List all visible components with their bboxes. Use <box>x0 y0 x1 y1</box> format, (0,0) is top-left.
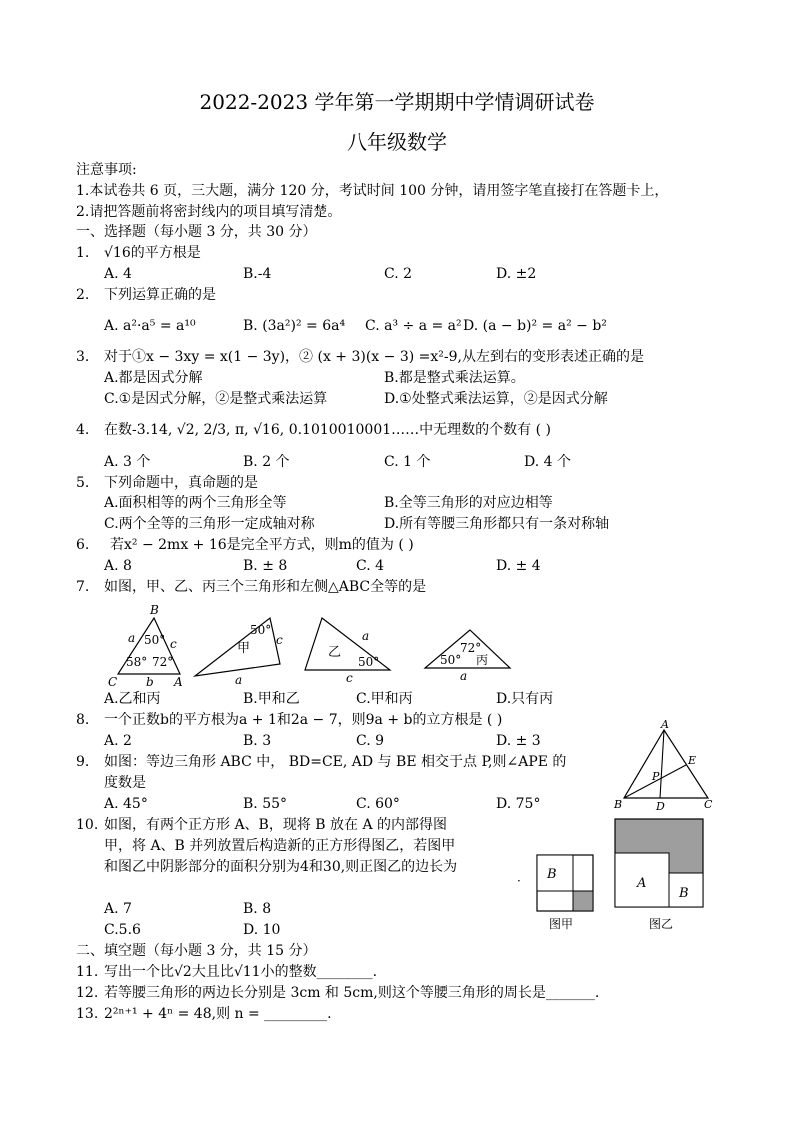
question-number: 4. <box>76 422 90 438</box>
option-d: D. 10 <box>243 922 281 938</box>
option-d: D.①处整式乘法运算，②是因式分解 <box>384 391 608 407</box>
option-c: C. 60° <box>356 796 400 812</box>
shaded-region-jia <box>573 891 593 911</box>
question-stem: 若等腰三角形的两边长分别是 3cm 和 5cm,则这个等腰三角形的周长是_______. <box>104 985 600 1001</box>
question-number: 3. <box>76 349 90 365</box>
option-a: A. 45° <box>104 796 148 812</box>
option-c: C.5.6 <box>104 922 141 938</box>
option-a: A.都是因式分解 <box>104 370 203 386</box>
label-b-yi: B <box>679 886 689 901</box>
question-stem: 下列命题中，真命题的是 <box>104 475 258 491</box>
yi-side-a: a <box>362 629 370 643</box>
label-c: C <box>108 675 118 689</box>
option-a: A. 2 <box>104 733 132 749</box>
option-d: D.只有丙 <box>496 691 554 707</box>
question-number: 11. <box>76 964 99 980</box>
angle-b: 50° <box>144 633 166 647</box>
side-c: c <box>170 637 177 651</box>
angle-c: 58° <box>126 655 148 669</box>
label-b: B <box>150 603 159 617</box>
question-stem: 写出一个比√2大且比√11小的整数________. <box>104 964 378 980</box>
question-number: 7. <box>76 579 90 595</box>
option-a: A.面积相等的两个三角形全等 <box>104 495 287 511</box>
point-b: B <box>614 798 623 811</box>
figure-dot: · <box>517 874 521 888</box>
option-d: D. 75° <box>496 796 541 812</box>
bing-angle-2: 50° <box>440 653 462 667</box>
notice-heading: 注意事项: <box>76 162 137 178</box>
question-number: 10. <box>76 817 99 833</box>
option-a: A. 4 <box>104 266 132 282</box>
notice-line-2: 2.请把答题前将密封线内的项目填写清楚。 <box>76 204 342 220</box>
option-c: C. 2 <box>384 266 413 282</box>
option-c: C. 1 个 <box>384 454 431 470</box>
option-b: B. 2 个 <box>243 454 290 470</box>
exam-title: 2022-2023 学年第一学期期中学情调研试卷 <box>199 90 595 114</box>
side-b: b <box>146 675 154 689</box>
option-d: D. ± 3 <box>496 733 541 749</box>
question-number: 13. <box>76 1006 99 1022</box>
option-a: A. 7 <box>104 901 132 917</box>
question-number: 5. <box>76 475 90 491</box>
q7-figure <box>100 600 500 690</box>
option-d: D. ±2 <box>496 266 537 282</box>
exam-subtitle: 八年级数学 <box>347 130 447 154</box>
option-b: B.-4 <box>243 266 272 282</box>
option-a: A. a²·a⁵ = a¹⁰ <box>104 318 196 334</box>
option-b: B. (3a²)² = 6a⁴ <box>243 318 346 334</box>
question-number: 8. <box>76 712 90 728</box>
option-d: D.所有等腰三角形都只有一条对称轴 <box>384 516 610 532</box>
jia-angle: 50° <box>250 623 272 637</box>
question-stem: 若x² − 2mx + 16是完全平方式，则m的值为 ( ) <box>110 537 414 553</box>
question-number: 6. <box>76 537 90 553</box>
question-number: 2. <box>76 287 90 303</box>
bing-name: 丙 <box>476 653 489 667</box>
yi-name: 乙 <box>328 645 342 660</box>
section-2-heading: 二、填空题（每小题 3 分，共 15 分） <box>76 943 317 959</box>
question-stem: 对于①x − 3xy = x(1 − 3y)，② (x + 3)(x − 3) =x²-9,从左到右的变形表述正确的是 <box>104 349 644 365</box>
question-stem: 在数-3.14, √2, 2/3, π, √16, 0.1010010001……中无理数的个数有 ( ) <box>104 422 551 438</box>
point-p: P <box>652 770 660 783</box>
label-a-yi: A <box>637 876 647 891</box>
question-stem: 2²ⁿ⁺¹ + 4ⁿ = 48,则 n = _________. <box>104 1006 332 1022</box>
option-c: C. a³ ÷ a = a² <box>365 318 462 334</box>
option-a: A.乙和丙 <box>104 691 161 707</box>
yi-angle: 50° <box>358 655 380 669</box>
question-stem: 下列运算正确的是 <box>104 287 216 303</box>
question-number: 12. <box>76 985 99 1001</box>
label-a: A <box>174 675 183 689</box>
figure-jia-caption: 图甲 <box>549 917 574 931</box>
option-b: B. 3 <box>243 733 272 749</box>
option-c: C.两个全等的三角形一定成轴对称 <box>104 516 315 532</box>
question-stem: 如图：等边三角形 ABC 中， BD=CE, AD 与 BE 相交于点 P,则∠APE 的 <box>104 754 567 770</box>
label-b-jia: B <box>547 867 557 882</box>
angle-a: 72° <box>152 655 174 669</box>
option-d: D. 4 个 <box>524 454 571 470</box>
bing-angle-1: 72° <box>460 641 482 655</box>
option-b: B. 8 <box>243 901 272 917</box>
yi-side-c: c <box>346 671 353 685</box>
question-number: 9. <box>76 754 90 770</box>
option-a: A. 3 个 <box>104 454 151 470</box>
option-c: C.①是因式分解，②是整式乘法运算 <box>104 391 328 407</box>
option-b: B.全等三角形的对应边相等 <box>384 495 553 511</box>
option-c: C. 4 <box>356 558 385 574</box>
option-b: B. 55° <box>243 796 288 812</box>
option-c: C.甲和丙 <box>356 691 413 707</box>
q9-figure <box>612 718 722 813</box>
point-c: C <box>704 798 713 811</box>
q10-figure <box>515 815 715 935</box>
side-a: a <box>128 631 136 645</box>
option-c: C. 9 <box>356 733 385 749</box>
option-b: B.甲和乙 <box>243 691 300 707</box>
question-stem: 一个正数b的平方根为a + 1和2a − 7，则9a + b的立方根是 ( ) <box>104 712 503 728</box>
option-b: B.都是整式乘法运算。 <box>384 370 525 386</box>
option-d: D. (a − b)² = a² − b² <box>463 318 607 334</box>
question-stem: 如图，有两个正方形 A、B，现将 B 放在 A 的内部得图 <box>104 817 448 833</box>
point-d: D <box>656 800 665 813</box>
bing-side-a: a <box>460 669 468 683</box>
question-number: 1. <box>76 245 90 261</box>
option-d: D. ± 4 <box>496 558 541 574</box>
figure-yi-caption: 图乙 <box>649 917 674 931</box>
option-a: A. 8 <box>104 558 132 574</box>
question-stem-cont: 度数是 <box>104 775 146 791</box>
question-stem-cont: 甲，将 A、B 并列放置后构造新的正方形得图乙，若图甲 <box>104 838 456 854</box>
jia-side-a: a <box>235 673 243 687</box>
point-e: E <box>688 754 697 767</box>
notice-line-1: 1.本试卷共 6 页，三大题，满分 120 分，考试时间 100 分钟，请用签字笔直接打在答题卡上， <box>76 183 669 199</box>
question-stem: 如图，甲、乙、丙三个三角形和左侧△ABC全等的是 <box>104 579 427 595</box>
question-stem: √16的平方根是 <box>104 245 201 261</box>
option-b: B. ± 8 <box>243 558 288 574</box>
section-1-heading: 一、选择题（每小题 3 分，共 30 分） <box>76 224 317 240</box>
jia-name: 甲 <box>237 641 251 656</box>
point-a: A <box>661 718 669 731</box>
jia-side-c: c <box>276 633 283 647</box>
segment-ad <box>660 730 664 798</box>
question-stem-cont: 和图乙中阴影部分的面积分别为4和30,则正图乙的边长为 <box>104 859 458 875</box>
